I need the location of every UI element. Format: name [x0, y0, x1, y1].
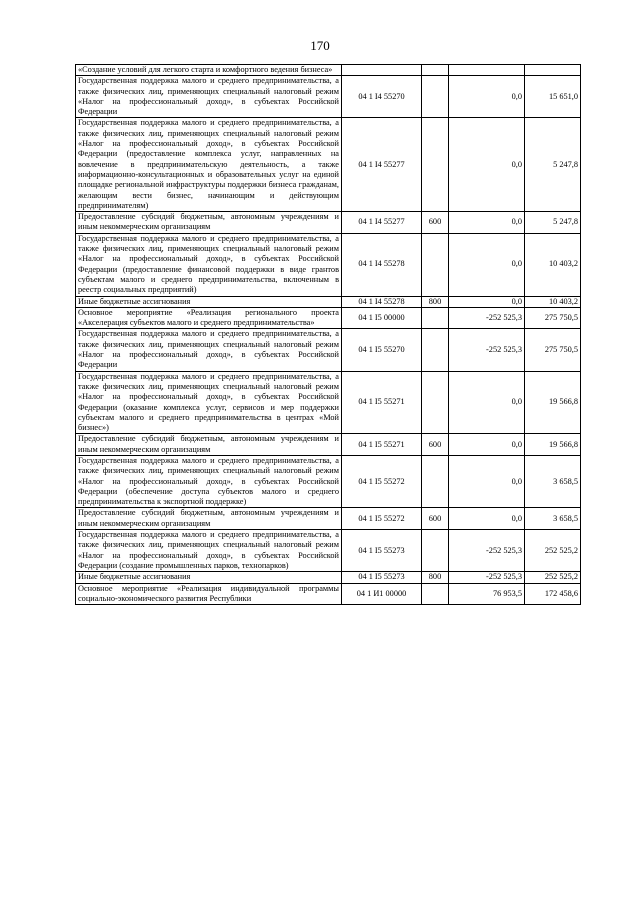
row-expense-type-cell: 800 — [422, 296, 449, 307]
row-change-amount-cell: -252 525,3 — [449, 572, 525, 583]
row-code-cell: 04 1 I5 00000 — [342, 307, 422, 329]
row-code-cell: 04 1 I5 55271 — [342, 434, 422, 456]
row-code-cell: 04 1 I4 55278 — [342, 296, 422, 307]
row-name-cell: Государственная поддержка малого и среднего предпринимательства, а также физических лиц, применяющих специальный налоговый режим «Налог на профессиональный доход», в субъектах Российской Федерации (предоставление комплекса услуг, направленных на вовлечение в предпринимательскую деятельность, а также информационно-консультационных и образовательных услуг на единой площадке региональной инфраструктуры поддержки бизнеса гражданам, желающим вести бизнес, начинающим и действующим предпринимателям) — [76, 118, 342, 212]
row-code-cell: 04 1 I5 55273 — [342, 530, 422, 572]
row-change-amount-cell: -252 525,3 — [449, 329, 525, 371]
row-name-cell: «Создание условий для легкого старта и комфортного ведения бизнеса» — [76, 65, 342, 76]
row-name-cell: Государственная поддержка малого и среднего предпринимательства, а также физических лиц, применяющих специальный налоговый режим «Налог на профессиональный доход», в субъектах Российской Федерации (предоставление финансовой поддержки в виде грантов субъектам малого и среднего предпринимательства, включенным в реестр социальных предприятий) — [76, 233, 342, 296]
row-code-cell: 04 1 I4 55277 — [342, 212, 422, 234]
table-row — [76, 118, 581, 212]
row-code-cell: 04 1 I5 55272 — [342, 455, 422, 507]
table-row — [76, 572, 581, 583]
row-expense-type-cell — [422, 233, 449, 296]
row-total-amount-cell: 10 403,2 — [525, 233, 581, 296]
row-expense-type-cell — [422, 307, 449, 329]
row-code-cell: 04 1 I4 55278 — [342, 233, 422, 296]
row-name-cell: Иные бюджетные ассигнования — [76, 296, 342, 307]
row-name-cell: Иные бюджетные ассигнования — [76, 572, 342, 583]
row-change-amount-cell — [449, 65, 525, 76]
table-row — [76, 329, 581, 371]
row-name-cell: Государственная поддержка малого и среднего предпринимательства, а также физических лиц, применяющих специальный налоговый режим «Налог на профессиональный доход», в субъектах Российской Федерации (оказание комплекса услуг, сервисов и мер поддержки субъектам малого и среднего предпринимательства в центрах «Мой бизнес») — [76, 371, 342, 434]
row-total-amount-cell: 19 566,8 — [525, 371, 581, 434]
row-total-amount-cell: 3 658,5 — [525, 455, 581, 507]
row-total-amount-cell — [525, 65, 581, 76]
page-number: 170 — [310, 38, 330, 53]
row-change-amount-cell: 0,0 — [449, 212, 525, 234]
row-code-cell: 04 1 I4 55277 — [342, 118, 422, 212]
table-row — [76, 434, 581, 456]
row-total-amount-cell: 5 247,8 — [525, 212, 581, 234]
row-expense-type-cell — [422, 371, 449, 434]
table-row — [76, 307, 581, 329]
row-expense-type-cell — [422, 455, 449, 507]
row-total-amount-cell: 5 247,8 — [525, 118, 581, 212]
row-total-amount-cell: 275 750,5 — [525, 329, 581, 371]
row-name-cell: Предоставление субсидий бюджетным, автономным учреждениям и иным некоммерческим организациям — [76, 508, 342, 530]
row-expense-type-cell: 600 — [422, 212, 449, 234]
row-name-cell: Предоставление субсидий бюджетным, автономным учреждениям и иным некоммерческим организациям — [76, 212, 342, 234]
row-code-cell: 04 1 I5 55272 — [342, 508, 422, 530]
row-expense-type-cell — [422, 65, 449, 76]
budget-table-body — [76, 65, 581, 605]
row-change-amount-cell: 0,0 — [449, 76, 525, 118]
table-row — [76, 233, 581, 296]
row-expense-type-cell — [422, 530, 449, 572]
row-name-cell: Основное мероприятие «Реализация регионального проекта «Акселерация субъектов малого и среднего предпринимательства» — [76, 307, 342, 329]
row-expense-type-cell — [422, 76, 449, 118]
row-change-amount-cell: 0,0 — [449, 118, 525, 212]
row-total-amount-cell: 19 566,8 — [525, 434, 581, 456]
row-code-cell: 04 1 I4 55270 — [342, 76, 422, 118]
row-change-amount-cell: 0,0 — [449, 455, 525, 507]
table-row — [76, 296, 581, 307]
table-row — [76, 583, 581, 605]
row-code-cell — [342, 65, 422, 76]
row-change-amount-cell: 0,0 — [449, 434, 525, 456]
budget-table — [75, 64, 581, 605]
row-total-amount-cell: 252 525,2 — [525, 530, 581, 572]
row-total-amount-cell: 10 403,2 — [525, 296, 581, 307]
row-name-cell: Государственная поддержка малого и среднего предпринимательства, а также физических лиц, применяющих специальный налоговый режим «Налог на профессиональный доход», в субъектах Российской Федерации — [76, 76, 342, 118]
row-expense-type-cell: 600 — [422, 508, 449, 530]
table-row — [76, 455, 581, 507]
table-row — [76, 76, 581, 118]
row-total-amount-cell: 172 458,6 — [525, 583, 581, 605]
row-expense-type-cell: 600 — [422, 434, 449, 456]
row-change-amount-cell: 0,0 — [449, 296, 525, 307]
row-code-cell: 04 1 I5 55271 — [342, 371, 422, 434]
row-name-cell: Государственная поддержка малого и среднего предпринимательства, а также физических лиц, применяющих специальный налоговый режим «Налог на профессиональный доход», в субъектах Российской Федерации (создание промышленных парков, технопарков) — [76, 530, 342, 572]
table-row — [76, 530, 581, 572]
row-total-amount-cell: 275 750,5 — [525, 307, 581, 329]
table-row — [76, 508, 581, 530]
row-expense-type-cell — [422, 329, 449, 371]
row-name-cell: Государственная поддержка малого и среднего предпринимательства, а также физических лиц, применяющих специальный налоговый режим «Налог на профессиональный доход», в субъектах Российской Федерации — [76, 329, 342, 371]
row-expense-type-cell — [422, 118, 449, 212]
row-total-amount-cell: 15 651,0 — [525, 76, 581, 118]
row-total-amount-cell: 252 525,2 — [525, 572, 581, 583]
row-change-amount-cell: 0,0 — [449, 508, 525, 530]
row-change-amount-cell: 76 953,5 — [449, 583, 525, 605]
row-total-amount-cell: 3 658,5 — [525, 508, 581, 530]
row-code-cell: 04 1 И1 00000 — [342, 583, 422, 605]
row-code-cell: 04 1 I5 55270 — [342, 329, 422, 371]
row-change-amount-cell: 0,0 — [449, 371, 525, 434]
row-expense-type-cell: 800 — [422, 572, 449, 583]
row-change-amount-cell: -252 525,3 — [449, 307, 525, 329]
row-change-amount-cell: 0,0 — [449, 233, 525, 296]
row-expense-type-cell — [422, 583, 449, 605]
row-change-amount-cell: -252 525,3 — [449, 530, 525, 572]
table-row — [76, 371, 581, 434]
row-code-cell: 04 1 I5 55273 — [342, 572, 422, 583]
row-name-cell: Государственная поддержка малого и среднего предпринимательства, а также физических лиц, применяющих специальный налоговый режим «Налог на профессиональный доход», в субъектах Российской Федерации (обеспечение доступа субъектов малого и среднего предпринимательства к экспортной поддержке) — [76, 455, 342, 507]
table-row — [76, 65, 581, 76]
row-name-cell: Основное мероприятие «Реализация индивидуальной программы социально-экономического развития Республики — [76, 583, 342, 605]
row-name-cell: Предоставление субсидий бюджетным, автономным учреждениям и иным некоммерческим организациям — [76, 434, 342, 456]
table-row — [76, 212, 581, 234]
